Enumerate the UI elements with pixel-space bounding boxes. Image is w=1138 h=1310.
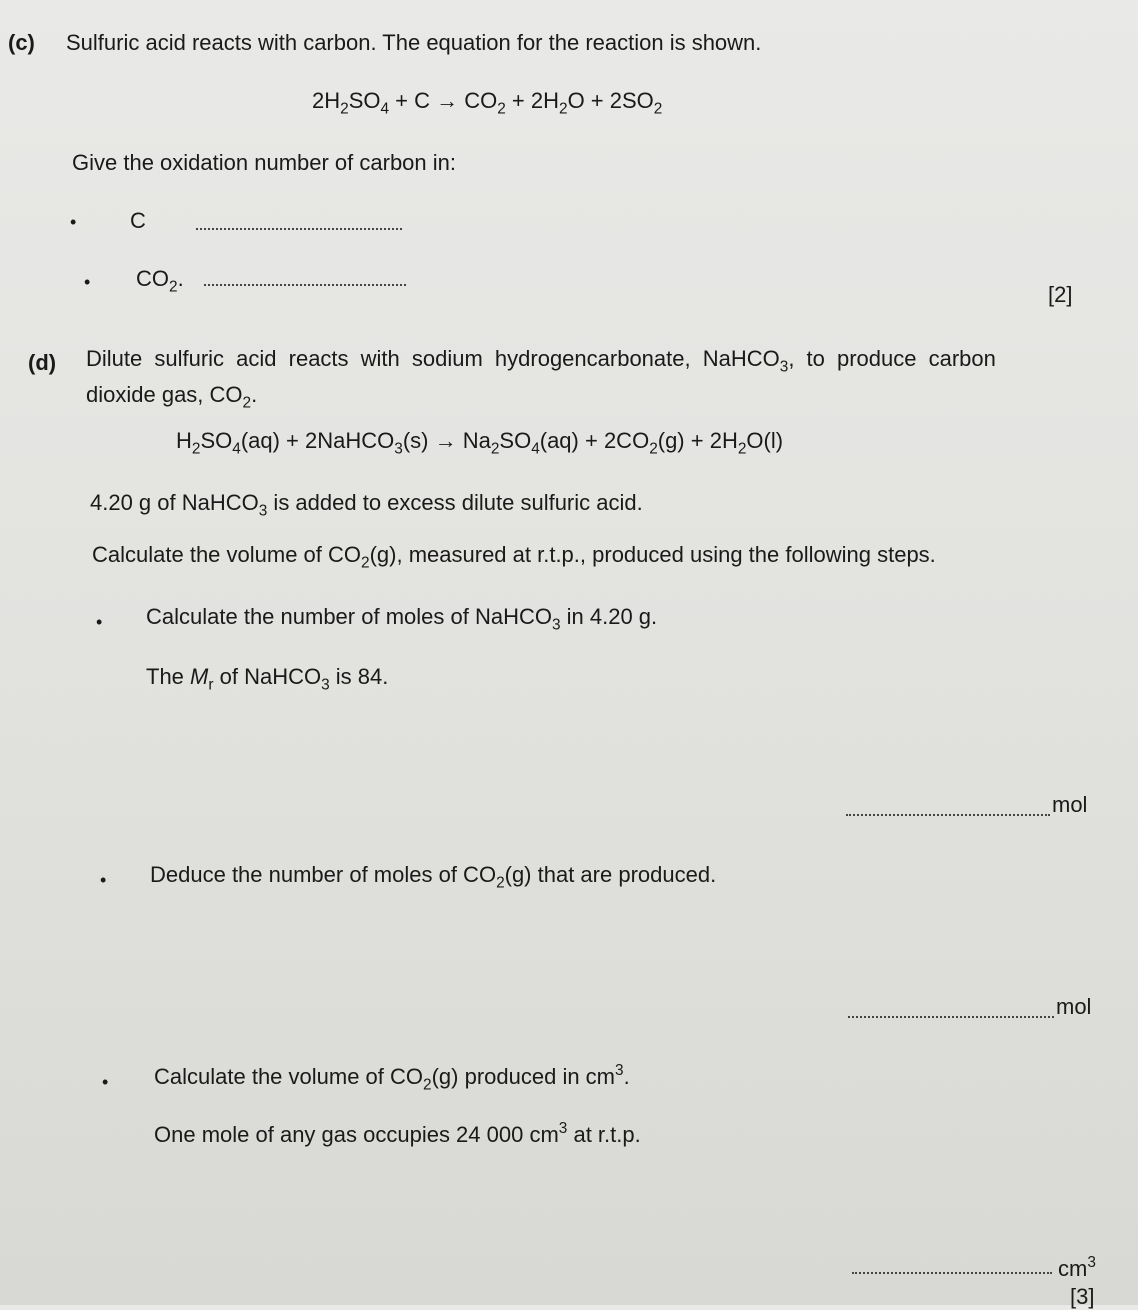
answer-line-step1[interactable] — [846, 814, 1050, 816]
bullet-icon: • — [84, 272, 91, 292]
calculation-instruction: Calculate the volume of $CO_2(g)$, measured at r.t.p., produced using the following steps. — [92, 542, 936, 572]
unit-mol: mol — [1056, 994, 1092, 1019]
species-co2: $CO_2$. — [136, 266, 184, 296]
bullet-icon: • — [96, 612, 103, 632]
unit-mol: mol — [1052, 792, 1088, 817]
part-c-marks: [2] — [1048, 282, 1073, 307]
part-d-label: (d) — [28, 350, 57, 375]
bullet-icon: • — [100, 870, 107, 890]
part-d-intro-line1: Dilute sulfuric acid reacts with sodium hydrogencarbonate, NaHCO$_3$, to produce carbon — [86, 346, 996, 376]
given-mass-statement: 4.20 g of NaHCO$_3$ is added to excess dilute sulfuric acid. — [90, 490, 643, 520]
unit-cm3: $cm^3$ — [1058, 1253, 1096, 1281]
part-d-intro-line2: dioxide gas, $CO_2$. — [86, 382, 258, 412]
species-carbon: C — [130, 208, 146, 233]
answer-line-co2[interactable] — [204, 284, 406, 286]
step1-text: Calculate the number of moles of NaHCO$_3$ in 4.20 g. — [146, 604, 658, 634]
answer-line-carbon[interactable] — [196, 228, 402, 230]
part-c-label: (c) — [8, 30, 35, 55]
answer-line-step2[interactable] — [848, 1016, 1054, 1018]
part-d-equation: $H_2SO_4(aq)$ + 2NaHCO$_3$(s) → $Na_2SO_4(aq) + 2CO_2(g) + 2H_2O(l)$ — [176, 428, 784, 458]
part-c-equation: $2H_2SO_4 + C \to CO_2 + 2H_2O + 2SO_2$ — [312, 88, 663, 118]
part-c-question: Give the oxidation number of carbon in: — [72, 150, 457, 175]
part-c-intro: Sulfuric acid reacts with carbon. The equation for the reaction is shown. — [66, 30, 762, 55]
step1-mr-note: The $M_r$ of NaHCO$_3$ is 84. — [146, 664, 389, 694]
step3-note: One mole of any gas occupies 24 000 $cm^3$ at r.t.p. — [154, 1119, 641, 1147]
bullet-icon: • — [70, 212, 77, 232]
bullet-icon: • — [102, 1072, 109, 1092]
step3-text: Calculate the volume of $CO_2(g)$ produced in $cm^3$. — [154, 1061, 630, 1094]
step2-text: Deduce the number of moles of $CO_2(g)$ that are produced. — [150, 862, 717, 892]
part-d-marks: [3] — [1070, 1284, 1095, 1309]
answer-line-step3[interactable] — [852, 1272, 1052, 1274]
